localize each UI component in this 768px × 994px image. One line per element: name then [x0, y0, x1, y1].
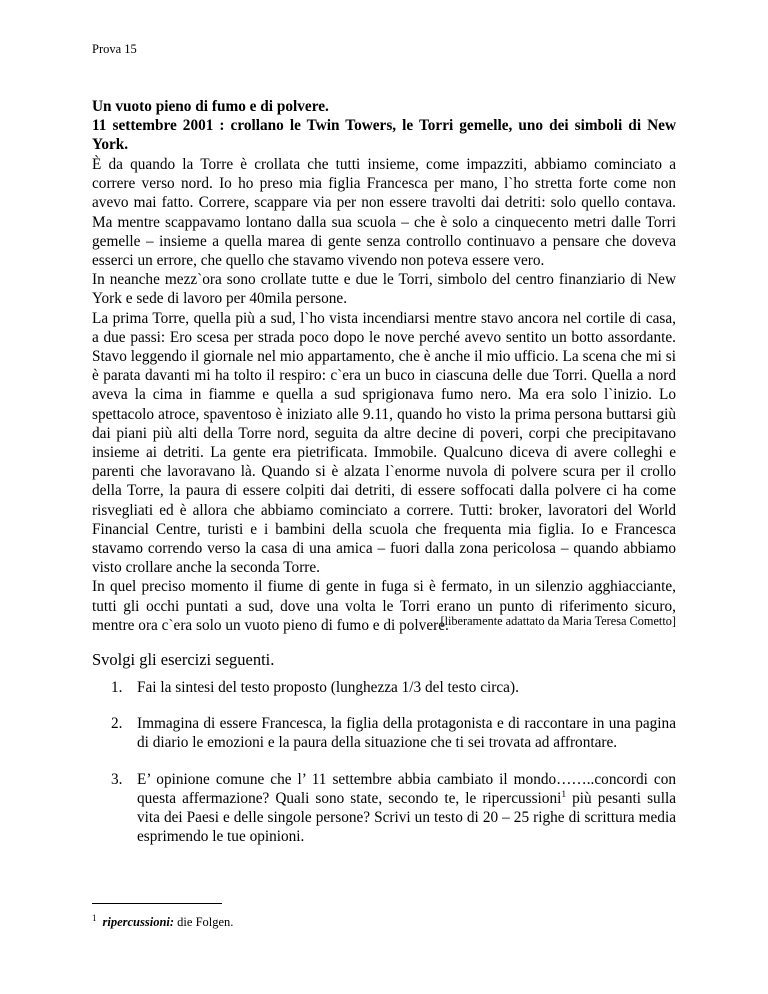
footnote-reference: 1: [561, 789, 567, 800]
footnote-definition: die Folgen.: [174, 915, 234, 929]
exercise-instructions: Svolgi gli esercizi seguenti.: [92, 650, 275, 669]
exercise-text: Fai la sintesi del testo proposto (lunghezza 1/3 del testo circa).: [137, 679, 519, 696]
article-body: [92, 155, 676, 635]
exercise-item: [92, 714, 676, 752]
exercise-item: [92, 770, 676, 847]
exercise-text-part-2: più pesanti sulla vita dei Paesi e delle singole persone? Scrivi un testo di 20 – 25 righe di scrittura media esprimendo le tue opinioni.: [137, 789, 676, 846]
exercise-text-part-1: E’ opinione comune che l’ 11 settembre abbia cambiato il mondo……..concordi con questa affermazione? Quali sono state, secondo te, le ripercussioni: [137, 770, 676, 807]
footnote: [92, 912, 234, 930]
exercise-item: [92, 678, 676, 697]
exercise-list: [92, 678, 676, 846]
footnote-separator: [92, 903, 222, 904]
article-paragraph: La prima Torre, quella più a sud, l`ho vista incendiarsi mentre stavo ancora nel cortile di casa, a due passi: Ero scesa per strada poco dopo le nove perché avevo sentito un botto assordante. Stavo leggendo il giornale nel mio appartamento, che è anche il mio ufficio. La scena che mi si è parata davanti mi ha tolto il respiro: c`era un buco in ciascuna delle due Torri. Quella a nord aveva la cima in fiamme e quella a sud sprigionava fumo nero. Ma era solo l`inizio. Lo spettacolo atroce, spaventoso è iniziato alle 9.11, quando ho visto la prima persona buttarsi giù dai piani più alti della Torre nord, seguita da altre decine di poveri, corpi che precipitavano insieme ai detriti. La gente era pietrificata. Immobile. Qualcuno diceva di avere colleghi e parenti che lavoravano là. Quando si è alzata l`enorme nuvola di polvere scura per il crollo della Torre, la paura di essere colpiti dai detriti, di essere soffocati dalla polvere ci ha come risvegliati ed è allora che abbiamo cominciato a correre. Tutti: broker, lavoratori del World Financial Centre, turisti e i bambini della scuola che frequenta mia figlia. Io e Francesca stavamo correndo verso la casa di una amica – fuori dalla zona pericolosa – quando abbiamo visto crollare anche la seconda Torre.: [92, 309, 676, 577]
exercise-number: 1.: [111, 679, 123, 696]
source-attribution: [liberamente adattato da Maria Teresa Cometto]: [440, 614, 676, 628]
footnote-marker: 1: [92, 912, 97, 923]
title-line-2: 11 settembre 2001 : crollano le Twin Towers, le Torri gemelle, uno dei simboli di New York.: [92, 117, 676, 154]
running-head: Prova 15: [92, 42, 137, 56]
article-paragraph: È da quando la Torre è crollata che tutti insieme, come impazziti, abbiamo cominciato a correre verso nord. Io ho preso mia figlia Francesca per mano, l`ho stretta forte come non avevo mai fatto. Correre, scappare via per non essere travolti dai detriti: solo quello contava. Ma mentre scappavamo lontano dalla sua scuola – che è solo a cinquecento metri dalle Torri gemelle – insieme a quella marea di gente senza controllo continuavo a pensare che doveva esserci un errore, che quello che stavamo vivendo non poteva essere vero.: [92, 156, 676, 270]
title-line-1: Un vuoto pieno di fumo e di polvere.: [92, 98, 329, 115]
exercise-number: 2.: [111, 715, 123, 733]
article-title: [92, 97, 676, 155]
article-paragraph: In quel preciso momento il fiume di gente in fuga si è fermato, in un silenzio agghiacciante, tutti gli occhi puntati a sud, dove una volta le Torri erano un punto di riferimento sicuro, mentre ora c`era solo un vuoto pieno di fumo e di polvere.: [92, 578, 676, 634]
footnote-term: ripercussioni:: [102, 915, 175, 929]
exercise-number: 3.: [111, 770, 123, 788]
article-paragraph: In neanche mezz`ora sono crollate tutte e due le Torri, simbolo del centro finanziario di New York e sede di lavoro per 40mila persone.: [92, 271, 676, 308]
exercise-text: Immagina di essere Francesca, la figlia della protagonista e di raccontare in una pagina di diario le emozioni e la paura della situazione che ti sei trovata ad affrontare.: [137, 715, 676, 752]
